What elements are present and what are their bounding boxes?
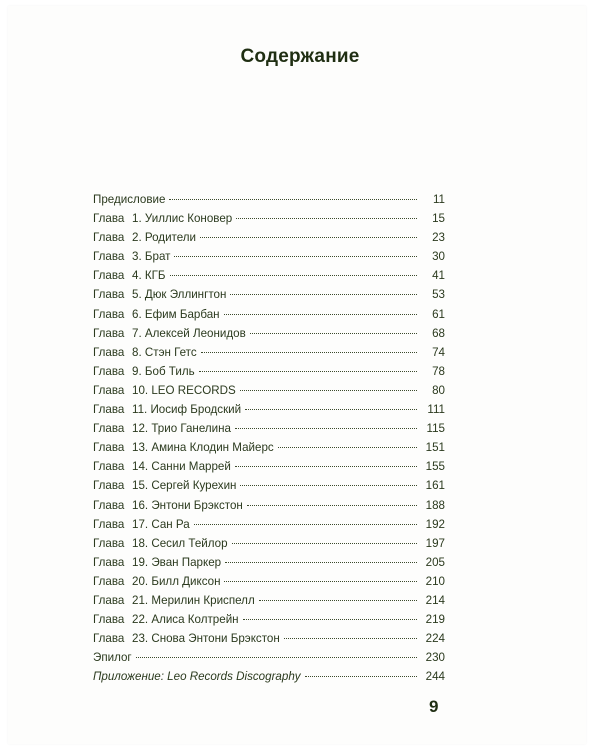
toc-entry	[93, 460, 445, 479]
toc-entry-label: 10. LEO RECORDS	[132, 383, 236, 397]
toc-entry	[93, 670, 445, 689]
dot-leader	[250, 333, 417, 334]
toc-entry-page: 68	[432, 326, 445, 340]
toc-entry	[93, 537, 445, 556]
chapter-prefix: Глава	[93, 250, 125, 264]
chapter-prefix: Глава	[93, 364, 125, 378]
toc-entry-page: 188	[425, 498, 445, 512]
toc-entry	[93, 613, 445, 632]
chapter-prefix: Глава	[93, 422, 125, 436]
toc-entry-label: 4. КГБ	[132, 269, 166, 283]
dot-leader	[224, 581, 417, 582]
toc-entry-label: 12. Трио Ганелина	[132, 422, 231, 436]
toc-entry-page: 151	[425, 441, 445, 455]
table-of-contents	[93, 193, 445, 689]
chapter-prefix: Глава	[93, 498, 125, 512]
toc-entry	[93, 269, 445, 288]
toc-entry-page: 11	[432, 193, 445, 206]
toc-entry	[93, 231, 445, 250]
toc-entry	[93, 499, 445, 518]
toc-entry	[93, 384, 445, 403]
toc-entry	[93, 594, 445, 613]
dot-leader	[225, 562, 417, 563]
chapter-prefix: Глава	[93, 307, 125, 321]
dot-leader	[235, 428, 417, 429]
dot-leader	[278, 447, 417, 448]
toc-entry-page: 15	[432, 212, 445, 226]
toc-entry-page: 219	[425, 613, 445, 627]
toc-entry	[93, 288, 445, 307]
chapter-prefix: Глава	[93, 613, 125, 627]
toc-entry	[93, 518, 445, 537]
dot-leader	[170, 275, 417, 276]
toc-entry	[93, 479, 445, 498]
chapter-prefix: Глава	[93, 441, 125, 455]
toc-entry	[93, 365, 445, 384]
toc-entry	[93, 250, 445, 269]
toc-entry-label: 8. Стэн Гетс	[132, 345, 197, 359]
toc-entry	[93, 193, 445, 212]
toc-entry-label: 22. Алиса Колтрейн	[132, 613, 239, 627]
toc-entry	[93, 575, 445, 594]
toc-entry-page: 197	[425, 536, 445, 550]
toc-entry-page: 41	[432, 269, 445, 283]
chapter-prefix: Глава	[93, 288, 125, 302]
toc-entry-label: 3. Брат	[132, 250, 171, 264]
dot-leader	[174, 256, 417, 257]
chapter-prefix: Глава	[93, 345, 125, 359]
chapter-prefix: Глава	[93, 632, 125, 646]
toc-entry-label: 2. Родители	[132, 231, 197, 245]
toc-entry-label: 6. Ефим Барбан	[132, 307, 220, 321]
toc-entry-label: 1. Уиллис Коновер	[132, 212, 233, 226]
chapter-prefix: Глава	[93, 269, 125, 283]
toc-entry-page: 155	[425, 460, 445, 474]
toc-entry-label: 14. Санни Маррей	[132, 460, 231, 474]
toc-entry-label: Предисловие	[93, 193, 166, 206]
chapter-prefix: Глава	[93, 517, 125, 531]
toc-entry	[93, 308, 445, 327]
dot-leader	[235, 466, 417, 467]
dot-leader	[201, 352, 417, 353]
toc-entry	[93, 632, 445, 651]
dot-leader	[136, 657, 417, 658]
dot-leader	[243, 619, 417, 620]
toc-entry-label: 19. Эван Паркер	[132, 555, 222, 569]
dot-leader	[240, 485, 417, 486]
chapter-prefix: Глава	[93, 383, 125, 397]
dot-leader	[194, 524, 417, 525]
toc-entry-page: 224	[425, 632, 445, 646]
chapter-prefix: Глава	[93, 460, 125, 474]
toc-entry-page: 214	[425, 593, 445, 607]
toc-entry-label: Эпилог	[93, 651, 132, 665]
toc-entry-label: 9. Боб Тиль	[132, 364, 195, 378]
dot-leader	[232, 543, 417, 544]
toc-entry-page: 30	[432, 250, 445, 264]
toc-entry	[93, 212, 445, 231]
toc-entry-label: 20. Билл Диксон	[132, 574, 221, 588]
dot-leader	[259, 600, 417, 601]
toc-entry-page: 80	[432, 383, 445, 397]
toc-entry-label: 18. Сесил Тейлор	[132, 536, 228, 550]
dot-leader	[200, 237, 417, 238]
toc-entry-page: 244	[425, 670, 445, 684]
chapter-prefix: Глава	[93, 403, 125, 417]
toc-entry-label: 21. Мерилин Криспелл	[132, 593, 255, 607]
toc-entry-page: 230	[425, 651, 445, 665]
toc-entry-page: 192	[425, 517, 445, 531]
toc-entry-label: 13. Амина Клодин Майерс	[132, 441, 274, 455]
dot-leader	[224, 314, 417, 315]
chapter-prefix: Глава	[93, 326, 125, 340]
toc-entry-label: 5. Дюк Эллингтон	[132, 288, 227, 302]
chapter-prefix: Глава	[93, 593, 125, 607]
toc-entry-page: 111	[427, 403, 445, 417]
toc-entry	[93, 422, 445, 441]
page-number: 9	[429, 697, 439, 716]
toc-entry-label: 11. Иосиф Бродский	[132, 403, 242, 417]
toc-entry	[93, 556, 445, 575]
chapter-prefix: Глава	[93, 479, 125, 493]
dot-leader	[240, 390, 417, 391]
toc-entry-label: 15. Сергей Курехин	[132, 479, 237, 493]
chapter-prefix: Глава	[93, 231, 125, 245]
toc-entry-page: 23	[432, 231, 445, 245]
toc-entry-page: 61	[432, 307, 445, 321]
toc-entry	[93, 651, 445, 670]
toc-entry-label: 16. Энтони Брэкстон	[132, 498, 243, 512]
dot-leader	[199, 371, 417, 372]
toc-entry-label: 7. Алексей Леонидов	[132, 326, 246, 340]
dot-leader	[236, 218, 417, 219]
chapter-prefix: Глава	[93, 574, 125, 588]
chapter-prefix: Глава	[93, 212, 125, 226]
toc-entry-page: 210	[425, 574, 445, 588]
toc-entry-label: Приложение: Leo Records Discography	[93, 670, 301, 684]
dot-leader	[245, 409, 417, 410]
toc-entry	[93, 346, 445, 365]
toc-entry-label: 23. Снова Энтони Брэкстон	[132, 632, 280, 646]
toc-entry-page: 205	[425, 555, 445, 569]
toc-entry-page: 161	[425, 479, 445, 493]
toc-entry-label: 17. Сан Ра	[132, 517, 190, 531]
dot-leader	[230, 294, 417, 295]
toc-entry	[93, 403, 445, 422]
toc-entry-page: 74	[432, 345, 445, 359]
page-title: Содержание	[240, 46, 360, 67]
toc-entry	[93, 441, 445, 460]
toc-entry	[93, 327, 445, 346]
dot-leader	[247, 505, 417, 506]
toc-entry-page: 53	[432, 288, 445, 302]
chapter-prefix: Глава	[93, 555, 125, 569]
dot-leader	[169, 199, 417, 200]
dot-leader	[284, 638, 417, 639]
chapter-prefix: Глава	[93, 536, 125, 550]
dot-leader	[305, 676, 417, 677]
toc-entry-page: 78	[432, 364, 445, 378]
toc-entry-page: 115	[426, 422, 445, 436]
